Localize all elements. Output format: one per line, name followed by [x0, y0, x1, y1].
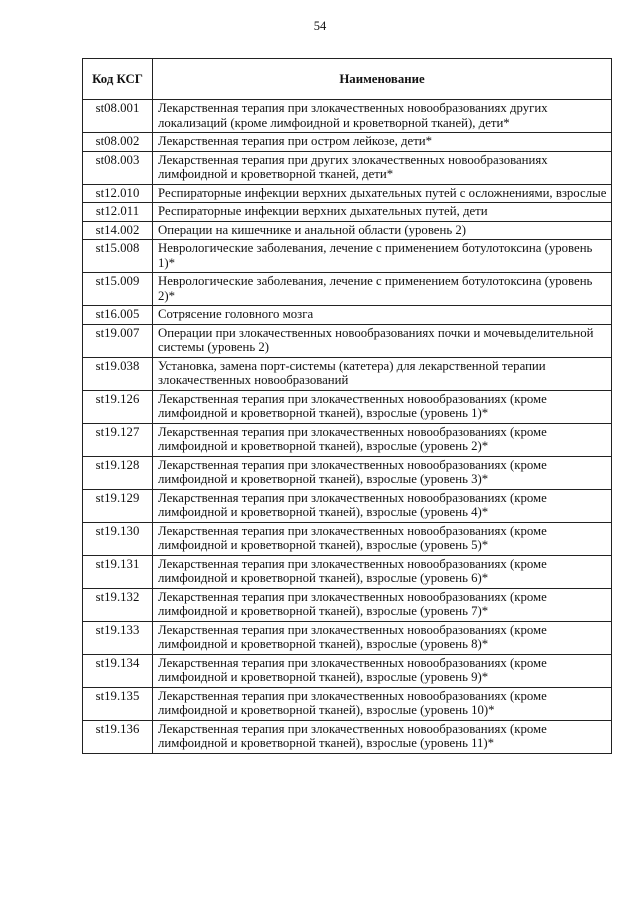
ksg-name-cell: Установка, замена порт-системы (катетера) для лекарственной терапии злокачественных новообразований — [153, 357, 612, 390]
ksg-code-cell: st08.001 — [83, 100, 153, 133]
table-row — [83, 456, 612, 489]
table-row — [83, 555, 612, 588]
ksg-code-cell: st19.135 — [83, 687, 153, 720]
ksg-code-cell: st16.005 — [83, 306, 153, 325]
table-body — [83, 100, 612, 754]
ksg-code-cell: st19.132 — [83, 588, 153, 621]
table-row — [83, 390, 612, 423]
ksg-name-cell: Респираторные инфекции верхних дыхательных путей, дети — [153, 203, 612, 222]
table-row — [83, 687, 612, 720]
table-row — [83, 324, 612, 357]
ksg-name-cell: Лекарственная терапия при злокачественных новообразованиях (кроме лимфоидной и кроветворной тканей), взрослые (уровень 1)* — [153, 390, 612, 423]
table-row — [83, 621, 612, 654]
table-row — [83, 489, 612, 522]
table-row — [83, 184, 612, 203]
table-row — [83, 133, 612, 152]
ksg-name-cell: Лекарственная терапия при злокачественных новообразованиях (кроме лимфоидной и кроветворной тканей), взрослые (уровень 3)* — [153, 456, 612, 489]
table-row — [83, 100, 612, 133]
ksg-name-cell: Лекарственная терапия при других злокачественных новообразованиях лимфоидной и кроветворной тканей, дети* — [153, 151, 612, 184]
table-row — [83, 720, 612, 753]
table-row — [83, 423, 612, 456]
ksg-code-cell: st14.002 — [83, 221, 153, 240]
ksg-code-cell: st19.134 — [83, 654, 153, 687]
ksg-name-cell: Неврологические заболевания, лечение с применением ботулотоксина (уровень 1)* — [153, 240, 612, 273]
ksg-name-cell: Неврологические заболевания, лечение с применением ботулотоксина (уровень 2)* — [153, 273, 612, 306]
ksg-name-cell: Операции при злокачественных новообразованиях почки и мочевыделительной системы (уровень 2) — [153, 324, 612, 357]
table-row — [83, 221, 612, 240]
table-header-row — [83, 59, 612, 100]
ksg-name-cell: Лекарственная терапия при злокачественных новообразованиях (кроме лимфоидной и кроветворной тканей), взрослые (уровень 6)* — [153, 555, 612, 588]
header-code: Код КСГ — [83, 59, 153, 100]
ksg-name-cell: Лекарственная терапия при злокачественных новообразованиях (кроме лимфоидной и кроветворной тканей), взрослые (уровень 4)* — [153, 489, 612, 522]
ksg-name-cell: Лекарственная терапия при злокачественных новообразованиях (кроме лимфоидной и кроветворной тканей), взрослые (уровень 5)* — [153, 522, 612, 555]
ksg-name-cell: Лекарственная терапия при злокачественных новообразованиях (кроме лимфоидной и кроветворной тканей), взрослые (уровень 9)* — [153, 654, 612, 687]
ksg-code-cell: st19.136 — [83, 720, 153, 753]
ksg-code-cell: st19.127 — [83, 423, 153, 456]
table-row — [83, 654, 612, 687]
ksg-code-cell: st12.010 — [83, 184, 153, 203]
ksg-code-cell: st19.126 — [83, 390, 153, 423]
ksg-code-cell: st19.133 — [83, 621, 153, 654]
ksg-name-cell: Лекарственная терапия при злокачественных новообразованиях (кроме лимфоидной и кроветворной тканей), взрослые (уровень 11)* — [153, 720, 612, 753]
table-row — [83, 203, 612, 222]
ksg-name-cell: Респираторные инфекции верхних дыхательных путей с осложнениями, взрослые — [153, 184, 612, 203]
table-row — [83, 357, 612, 390]
ksg-name-cell: Лекарственная терапия при злокачественных новообразованиях других локализаций (кроме лимфоидной и кроветворной тканей), дети* — [153, 100, 612, 133]
page-number: 54 — [313, 19, 327, 33]
header-name: Наименование — [153, 59, 612, 100]
ksg-name-cell: Лекарственная терапия при злокачественных новообразованиях (кроме лимфоидной и кроветворной тканей), взрослые (уровень 10)* — [153, 687, 612, 720]
ksg-code-cell: st19.128 — [83, 456, 153, 489]
table-row — [83, 588, 612, 621]
ksg-code-cell: st19.129 — [83, 489, 153, 522]
ksg-name-cell: Лекарственная терапия при остром лейкозе, дети* — [153, 133, 612, 152]
table-row — [83, 522, 612, 555]
table-row — [83, 273, 612, 306]
table-row — [83, 306, 612, 325]
ksg-code-cell: st19.038 — [83, 357, 153, 390]
ksg-table — [82, 58, 612, 754]
ksg-code-cell: st15.008 — [83, 240, 153, 273]
ksg-code-cell: st15.009 — [83, 273, 153, 306]
ksg-name-cell: Операции на кишечнике и анальной области (уровень 2) — [153, 221, 612, 240]
ksg-name-cell: Сотрясение головного мозга — [153, 306, 612, 325]
ksg-code-cell: st08.002 — [83, 133, 153, 152]
ksg-code-cell: st12.011 — [83, 203, 153, 222]
ksg-code-cell: st19.130 — [83, 522, 153, 555]
ksg-name-cell: Лекарственная терапия при злокачественных новообразованиях (кроме лимфоидной и кроветворной тканей), взрослые (уровень 8)* — [153, 621, 612, 654]
ksg-name-cell: Лекарственная терапия при злокачественных новообразованиях (кроме лимфоидной и кроветворной тканей), взрослые (уровень 2)* — [153, 423, 612, 456]
ksg-name-cell: Лекарственная терапия при злокачественных новообразованиях (кроме лимфоидной и кроветворной тканей), взрослые (уровень 7)* — [153, 588, 612, 621]
table-row — [83, 151, 612, 184]
ksg-code-cell: st08.003 — [83, 151, 153, 184]
table-row — [83, 240, 612, 273]
ksg-code-cell: st19.007 — [83, 324, 153, 357]
ksg-code-cell: st19.131 — [83, 555, 153, 588]
